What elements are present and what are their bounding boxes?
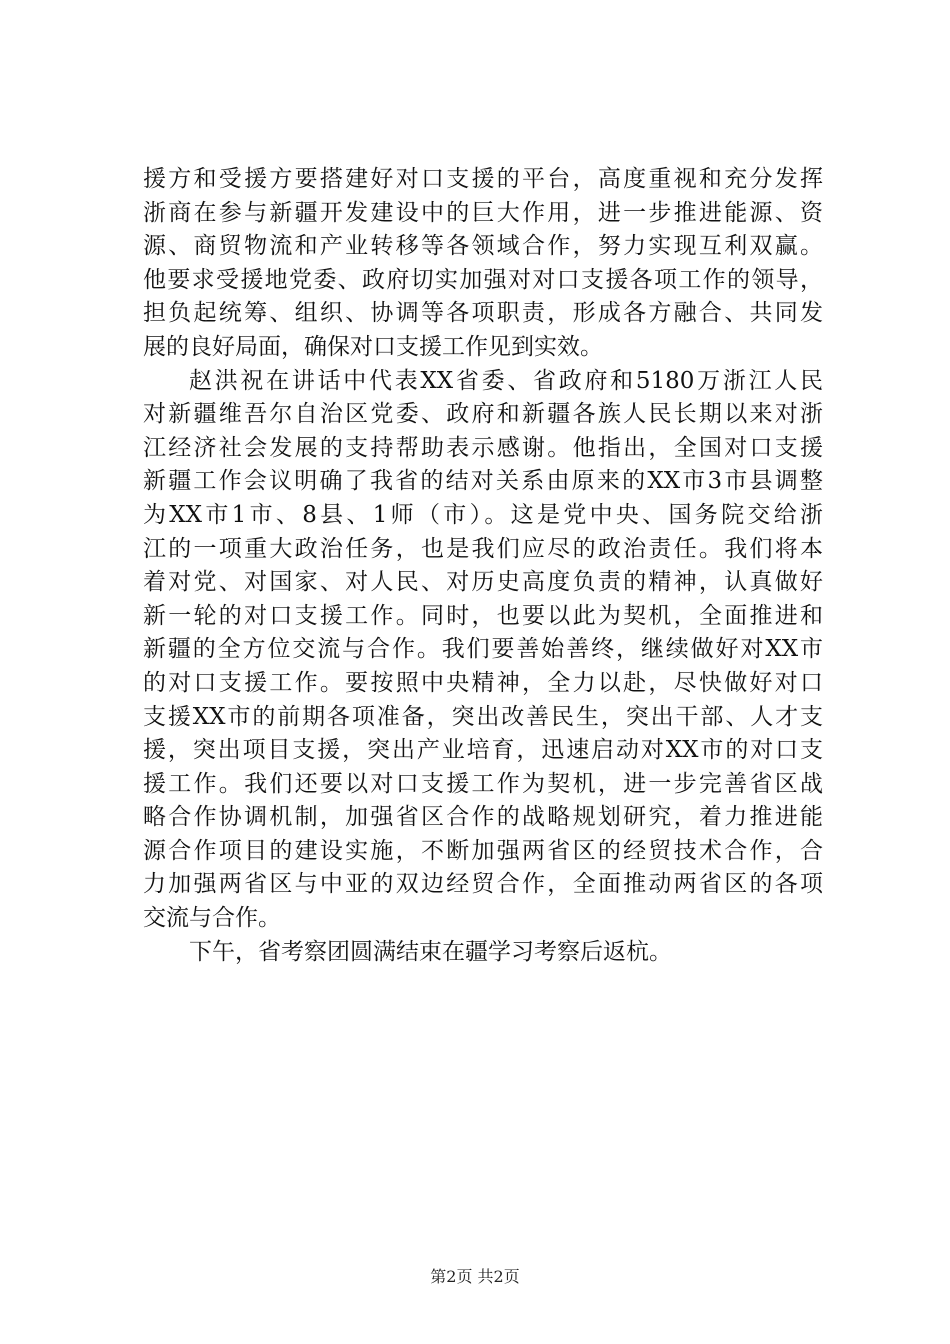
- page-footer: 第2页 共2页: [430, 1267, 520, 1286]
- text-line-14: 新一轮的对口支援工作。同时，也要以此为契机，全面推进和: [143, 602, 823, 629]
- text-line-8: 对新疆维吾尔自治区党委、政府和新疆各族人民长期以来对浙: [143, 401, 823, 428]
- text-line-17: 支援XX市的前期各项准备，突出改善民生，突出干部、人才支: [143, 703, 823, 730]
- text-line-3: 源、商贸物流和产业转移等各领域合作，努力实现互利双赢。: [143, 233, 823, 260]
- text-line-16: 的对口支援工作。要按照中央精神，全力以赴，尽快做好对口: [143, 669, 823, 696]
- text-line-1: 援方和受援方要搭建好对口支援的平台，高度重视和充分发挥: [143, 166, 823, 192]
- text-line-11: 为XX市1市、8县、1师（市）。这是党中央、国务院交给浙: [143, 501, 823, 528]
- text-line-22: 力加强两省区与中亚的双边经贸合作，全面推动两省区的各项: [143, 871, 823, 898]
- text-line-4: 他要求受援地党委、政府切实加强对对口支援各项工作的领导，: [143, 266, 823, 293]
- text-line-21: 源合作项目的建设实施，不断加强两省区的经贸技术合作，合: [143, 837, 823, 864]
- text-line-12: 江的一项重大政治任务，也是我们应尽的政治责任。我们将本: [143, 535, 823, 562]
- text-line-18: 援，突出项目支援，突出产业培育，迅速启动对XX市的对口支: [143, 737, 823, 764]
- text-line-10: 新疆工作会议明确了我省的结对关系由原来的XX市3市县调整: [143, 468, 823, 495]
- text-line-23: 交流与合作。: [143, 905, 281, 932]
- document-body: [143, 163, 823, 969]
- text-line-2: 浙商在参与新疆开发建设中的巨大作用，进一步推进能源、资: [143, 199, 823, 226]
- text-line-13: 着对党、对国家、对人民、对历史高度负责的精神，认真做好: [143, 569, 823, 596]
- text-line-15: 新疆的全方位交流与合作。我们要善始善终，继续做好对XX市: [143, 636, 823, 663]
- text-line-5: 担负起统筹、组织、协调等各项职责，形成各方融合、共同发: [143, 300, 823, 327]
- text-line-24: 下午，省考察团圆满结束在疆学习考察后返杭。: [189, 938, 672, 965]
- text-line-20: 略合作协调机制，加强省区合作的战略规划研究，着力推进能: [143, 804, 823, 831]
- text-line-6: 展的良好局面，确保对口支援工作见到实效。: [143, 333, 603, 360]
- text-line-7: 赵洪祝在讲话中代表XX省委、省政府和5180万浙江人民: [189, 367, 823, 394]
- text-line-19: 援工作。我们还要以对口支援工作为契机，进一步完善省区战: [143, 770, 823, 797]
- text-line-9: 江经济社会发展的支持帮助表示感谢。他指出，全国对口支援: [143, 434, 823, 461]
